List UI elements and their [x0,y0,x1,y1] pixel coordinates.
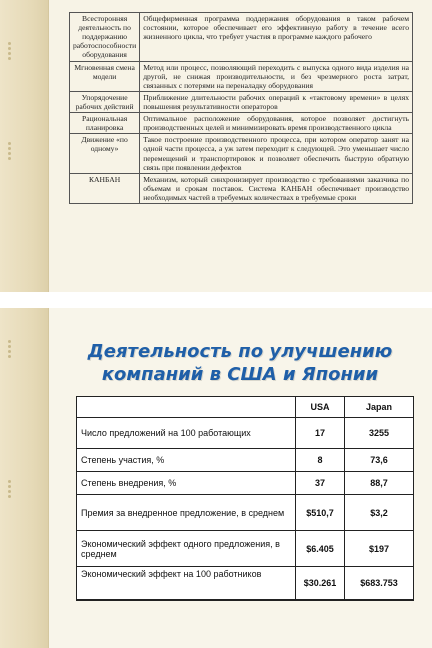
table-row [77,472,414,495]
glossary-table [69,12,413,204]
glossary-definition: Такое построение производственного процесса, при котором оператор занят на одной части процесса, а уж затем переходит к следующей. Это уменьшает число перемещений и транспортировок и позволяет обеспечить быструю обратную связь при появлении дефектов [140,134,413,173]
glossary-definition: Метод или процесс, позволяющий переходить с выпуска одного вида изделия на другой, не снижая производительности, и без чрезмерного роста затрат, связанных с потерями на переналадку оборудования [140,61,413,91]
glossary-definition: Оптимальное расположение оборудования, которое позволяет достигнуть производственных целей и минимизировать время производственного цикла [140,113,413,134]
japan-value: $197 [345,531,414,567]
row-label: Экономический эффект одного предложения, в среднем [77,531,296,567]
slide-title: Деятельность по улучшению компаний в США и Японии [87,341,393,385]
glossary-definition: Общефирменная программа поддержания оборудования в таком рабочем состоянии, которое обеспечивает его эффективную работу в течение всего жизненного цикла, что требует участия в программе каждого рабочего [140,13,413,62]
japan-value: 88,7 [345,472,414,495]
header-cell [77,397,296,418]
glossary-term: Всесторонняя деятельность по поддержанию работоспособности оборудования [70,13,140,62]
glossary-row [70,91,413,112]
japan-value: 3255 [345,418,414,449]
usa-value: $510,7 [296,495,345,531]
glossary-definition: Приближение длительности рабочих операций к «тактовому времени» в целях повышения результативности операторов [140,91,413,112]
table-row [77,449,414,472]
row-label: Степень внедрения, % [77,472,296,495]
glossary-term: Движение «по одному» [70,134,140,173]
glossary-term: Упорядочение рабочих действий [70,91,140,112]
decorative-strip [0,0,49,292]
slide-separator [0,292,432,308]
japan-value: $683.753 [345,567,414,601]
row-label: Степень участия, % [77,449,296,472]
header-japan: Japan [345,397,414,418]
glossary-row [70,134,413,173]
usa-value: $30.261 [296,567,345,601]
row-label: Премия за внедренное предложение, в среднем [77,495,296,531]
decorative-strip [0,308,49,648]
strip-dots [6,478,16,508]
table-row [77,495,414,531]
japan-value: $3,2 [345,495,414,531]
glossary-row [70,173,413,203]
glossary-row [70,13,413,62]
glossary-row [70,113,413,134]
strip-dots [6,338,16,368]
japan-value: 73,6 [345,449,414,472]
table-header-row [77,397,414,418]
glossary-term: Мгновенная смена модели [70,61,140,91]
usa-value: 37 [296,472,345,495]
usa-value: 8 [296,449,345,472]
table-row [77,531,414,567]
glossary-row [70,61,413,91]
row-label: Число предложений на 100 работающих [77,418,296,449]
table-row [77,418,414,449]
row-label: Экономический эффект на 100 работников [77,567,296,601]
strip-dots [6,40,16,70]
glossary-term: Рациональная планировка [70,113,140,134]
glossary-term: КАНБАН [70,173,140,203]
usa-value: $6.405 [296,531,345,567]
comparison-table [76,396,414,601]
strip-dots [6,140,16,170]
header-usa: USA [296,397,345,418]
glossary-definition: Механизм, который синхронизирует производство с требованиями заказчика по объемам и срокам поставок. Система КАНБАН обеспечивает производство необходимых частей в требуемых количествах в требуемые сроки [140,173,413,203]
table-row [77,567,414,601]
usa-value: 17 [296,418,345,449]
